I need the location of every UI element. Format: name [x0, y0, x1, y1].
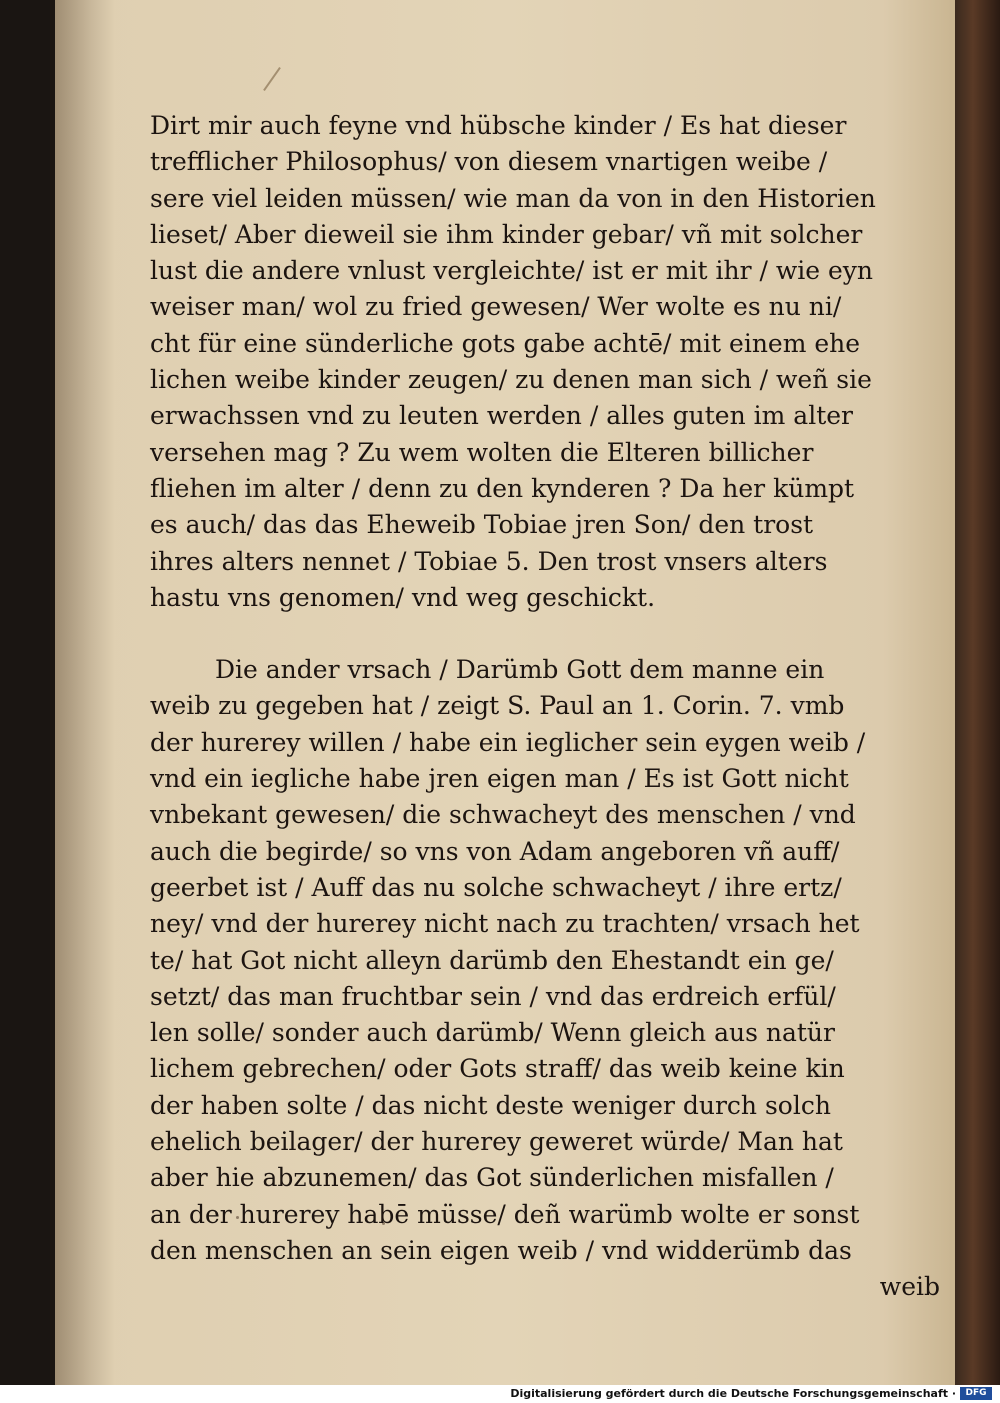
page-edge [955, 0, 1000, 1385]
text-line: Die ander vrsach / Darümb Gott dem manne ein [215, 655, 825, 685]
text-line: vnbekant gewesen/ die schwacheyt des menschen / vnd [150, 800, 856, 830]
text-line: an der hurerey habē müsse/ deñ warümb wolte er sonst [150, 1199, 860, 1229]
digitization-footer [0, 1385, 1000, 1403]
text-line: fliehen im alter / denn zu den kynderen ? Da her kümpt [150, 473, 855, 503]
text-line: lichem gebrechen/ oder Gots straff/ das weib keine kin [150, 1054, 845, 1084]
catchword: weib [879, 1272, 940, 1302]
text-line: cht für eine sünderliche gots gabe achtē/ mit einem ehe [150, 328, 861, 358]
text-line: te/ hat Got nicht alleyn darümb den Ehestandt ein ge/ [150, 945, 834, 975]
text-line: lust die andere vnlust vergleichte/ ist er mit ihr / wie eyn [150, 256, 873, 286]
dfg-logo: DFG [960, 1387, 992, 1400]
text-line: den menschen an sein eigen weib / vnd widderümb das [150, 1235, 852, 1265]
text-line: ehelich beilager/ der hurerey geweret würde/ Man hat [150, 1127, 843, 1157]
text-line: lichen weibe kinder zeugen/ zu denen man sich / weñ sie [150, 365, 872, 395]
text-line: weib zu gegeben hat / zeigt S. Paul an 1. Corin. 7. vmb [150, 691, 845, 721]
text-line: vnd ein iegliche habe jren eigen man / Es ist Gott nicht [150, 764, 849, 794]
text-line: sere viel leiden müssen/ wie man da von in den Historien [150, 183, 876, 213]
text-line: aber hie abzunemen/ das Got sünderlichen misfallen / [150, 1163, 834, 1193]
text-line: weiser man/ wol zu fried gewesen/ Wer wolte es nu ni/ [150, 292, 842, 322]
text-line: trefflicher Philosophus/ von diesem vnartigen weibe / [150, 147, 828, 177]
text-line: geerbet ist / Auff das nu solche schwacheyt / ihre ertz/ [150, 872, 842, 902]
text-line: erwachssen vnd zu leuten werden / alles guten im alter [150, 401, 853, 431]
text-line: len solle/ sonder auch darümb/ Wenn gleich aus natür [150, 1018, 835, 1048]
text-line: ihres alters nennet / Tobiae 5. Den trost vnsers alters [150, 546, 828, 576]
text-line: Dirt mir auch feyne vnd hübsche kinder / Es hat dieser [150, 111, 847, 140]
text-line: der hurerey willen / habe ein ieglicher sein eygen weib / [150, 727, 866, 757]
text-line: es auch/ das das Eheweib Tobiae jren Son/ den trost [150, 510, 814, 540]
text-line: hastu vns genomen/ vnd weg geschickt. [150, 582, 656, 612]
text-line: ney/ vnd der hurerey nicht nach zu trachten/ vrsach het [150, 909, 860, 939]
gutter-shadow [55, 0, 115, 1385]
text-line: lieset/ Aber dieweil sie ihm kinder gebar/ vñ mit solcher [150, 219, 863, 249]
footer-credit: Digitalisierung gefördert durch die Deutsche Forschungsgemeinschaft · [510, 1387, 956, 1400]
text-line: der haben solte / das nicht deste weniger durch solch [150, 1090, 831, 1120]
paragraph-1 [150, 108, 940, 616]
body-text [150, 108, 940, 1306]
text-line: auch die begirde/ so vns von Adam angeboren vñ auff/ [150, 836, 840, 866]
text-line: versehen mag ? Zu wem wolten die Elteren billicher [150, 437, 814, 467]
text-line: setzt/ das man fruchtbar sein / vnd das erdreich erfül/ [150, 981, 836, 1011]
paragraph-2 [150, 652, 940, 1269]
